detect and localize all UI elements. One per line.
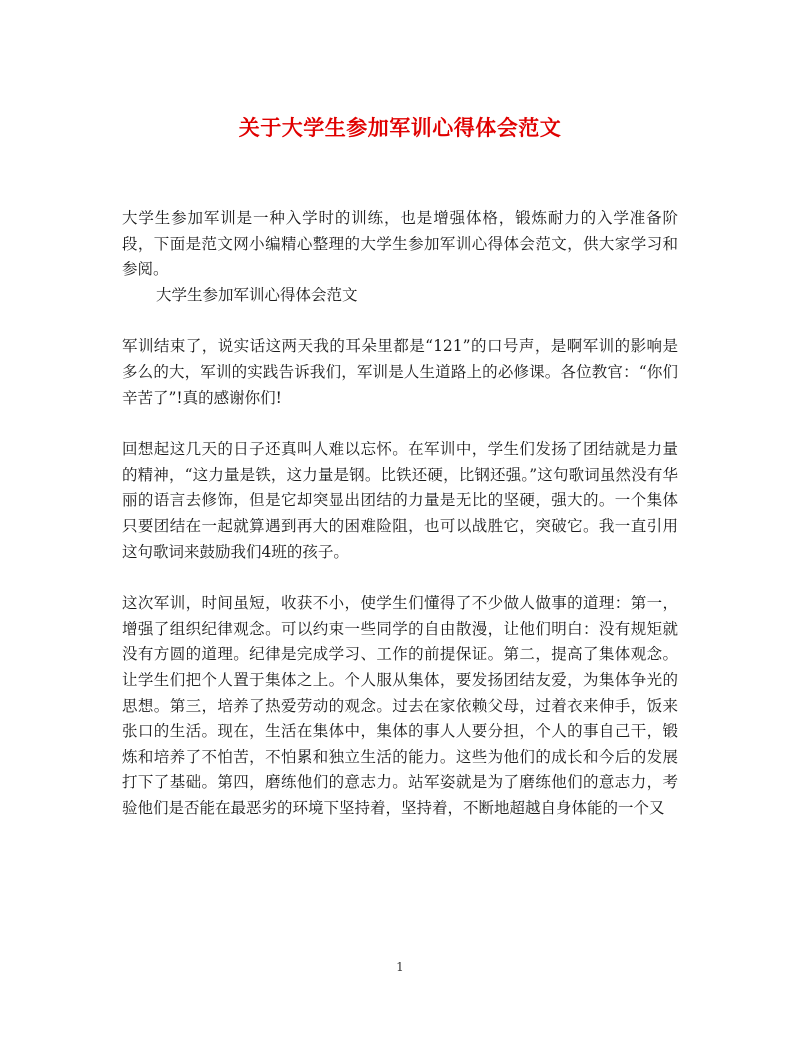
document-title: 关于大学生参加军训心得体会范文 — [238, 115, 562, 140]
document-body — [122, 206, 678, 821]
body-paragraph: 这次军训，时间虽短，收获不小，使学生们懂得了不少做人做事的道理：第一，增强了组织纪律观念。可以约束一些同学的自由散漫，让他们明白：没有规矩就没有方圆的道理。纪律是完成学习、工作的前提保证。第二，提高了集体观念。让学生们把个人置于集体之上。个人服从集体，要发扬团结友爱，为集体争光的思想。第三，培养了热爱劳动的观念。过去在家依赖父母，过着衣来伸手，饭来张口的生活。现在，生活在集体中，集体的事人人要分担，个人的事自己干，锻炼和培养了不怕苦，不怕累和独立生活的能力。这些为他们的成长和今后的发展打下了基础。第四，磨练他们的意志力。站军姿就是为了磨练他们的意志力，考验他们是否能在最恶劣的环境下坚持着，坚持着，不断地超越自身体能的一个又 — [122, 594, 678, 817]
page-number: 1 — [396, 960, 404, 974]
body-paragraph: 军训结束了，说实话这两天我的耳朵里都是“121”的口号声，是啊军训的影响是多么的大，军训的实践告诉我们，军训是人生道路上的必修课。各位教官：“你们辛苦了”!真的感谢你们! — [122, 337, 678, 407]
body-paragraph: 回想起这几天的日子还真叫人难以忘怀。在军训中，学生们发扬了团结就是力量的精神，“这力量是铁，这力量是钢。比铁还硬，比钢还强。”这句歌词虽然没有华丽的语言去修饰，但是它却突显出团结的力量是无比的坚硬，强大的。一个集体只要团结在一起就算遇到再大的困难险阻，也可以战胜它，突破它。我一直引用这句歌词来鼓励我们4班的孩子。 — [122, 440, 678, 561]
intro-paragraph: 大学生参加军训是一种入学时的训练，也是增强体格，锻炼耐力的入学准备阶段，下面是范文网小编精心整理的大学生参加军训心得体会范文，供大家学习和参阅。 — [122, 209, 678, 279]
section-heading: 大学生参加军训心得体会范文 — [156, 285, 358, 304]
